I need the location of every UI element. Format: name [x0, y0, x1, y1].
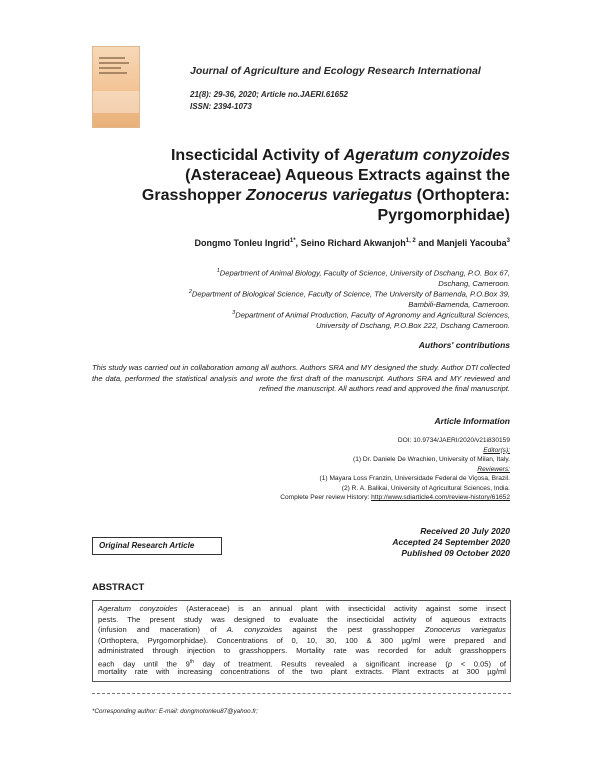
- footnote-divider: [92, 693, 511, 694]
- journal-cover-thumbnail: [92, 46, 140, 128]
- affiliation-3: $^3$Department of Animal Production, Faculty of Agronomy and Agricultural Sciences, University of Dschang, P.O.Box 222, Dschang Cameroon.: [232, 310, 510, 331]
- abstract-box: Ageratum conyzoides (Asteraceae) is an annual plant with insecticidal activity against some insect pests. The present study was designed to evaluate the insecticidal activity of aqueous extracts (infusion and maceration) of A. conyzoides against the pest grasshopper Zonocerus variegatus (Orthoptera, Pyrgomorphidae). Concentrations of 0, 10, 30, 100 & 300 µg/ml were prepared and administrated through injection to grasshoppers. Mortality rate was recorded for adult grasshoppers each day until the 9th day of treatment. Results revealed a significant increase (p < 0.05) of mortality rate with increasing concentrations of the two plant extracts. Plant extracts at 300 µg/ml: [92, 600, 511, 682]
- contributions-text: This study was carried out in collaboration among all authors. Authors SRA and MY designed the study. Author DTI collected the data, performed the statistical analysis and wrote the first draft of the manuscript. Authors SRA and MY reviewed and refined the manuscript. All authors read and approved the final manuscript.: [92, 363, 510, 393]
- article-title: Insecticidal Activity of Ageratum conyzoides (Asteraceae) Aqueous Extracts against the Grasshopper Zonocerus variegatus (Orthoptera: Pyrgomorphidae): [141, 147, 510, 224]
- affiliation-1: $^1$Department of Animal Biology, Faculty of Science, University of Dschang, P.O. Box 67, Dschang, Cameroon.: [216, 268, 510, 289]
- abstract-heading: ABSTRACT: [92, 582, 145, 593]
- accepted-date: Accepted 24 September 2020: [392, 537, 510, 547]
- article-type-box: Original Research Article: [92, 537, 222, 555]
- affiliation-2: $^2$Department of Biological Science, Faculty of Science, The University of Bamenda, P.O.Box 39, Bambili-Bamenda, Cameroon.: [188, 289, 510, 310]
- corresponding-author-footnote: *Corresponding author: E-mail: dongmotonleu87@yahoo.fr;: [92, 708, 259, 715]
- article-info-heading: Article Information: [434, 416, 510, 426]
- received-date: Received 20 July 2020: [420, 526, 510, 536]
- doi-text: DOI: 10.9734/JAERI/2020/v21i830159: [397, 437, 510, 444]
- journal-name: Journal of Agriculture and Ecology Research International: [190, 65, 481, 77]
- issn-line: ISSN: 2394-1073: [190, 102, 252, 111]
- published-date: Published 09 October 2020: [401, 548, 510, 558]
- article-info-block: DOI: 10.9734/JAERI/2020/v21i830159 Editor(s): (1) Dr. Daniele De Wrachien, University of Milan, Italy. Reviewers: (1) Mayara Loss Franzin, Universidade Federal de Viçosa, Brazil. (2) R. A. Balikai, University of Agricultural Sciences, India. Complete Peer review History: http://www.sdiarticle4.com/review-history/61652: [280, 437, 510, 501]
- volume-line: 21(8): 29-36, 2020; Article no.JAERI.61652: [190, 90, 349, 99]
- contributions-heading: Authors' contributions: [418, 340, 510, 350]
- review-history-link[interactable]: http://www.sdiarticle4.com/review-history/61652: [371, 494, 510, 501]
- author-list: Dongmo Tonleu Ingrid$^{1*}$, Seino Richard Akwanjoh$^{1, 2}$ and Manjeli Yacouba$^3$: [194, 238, 510, 248]
